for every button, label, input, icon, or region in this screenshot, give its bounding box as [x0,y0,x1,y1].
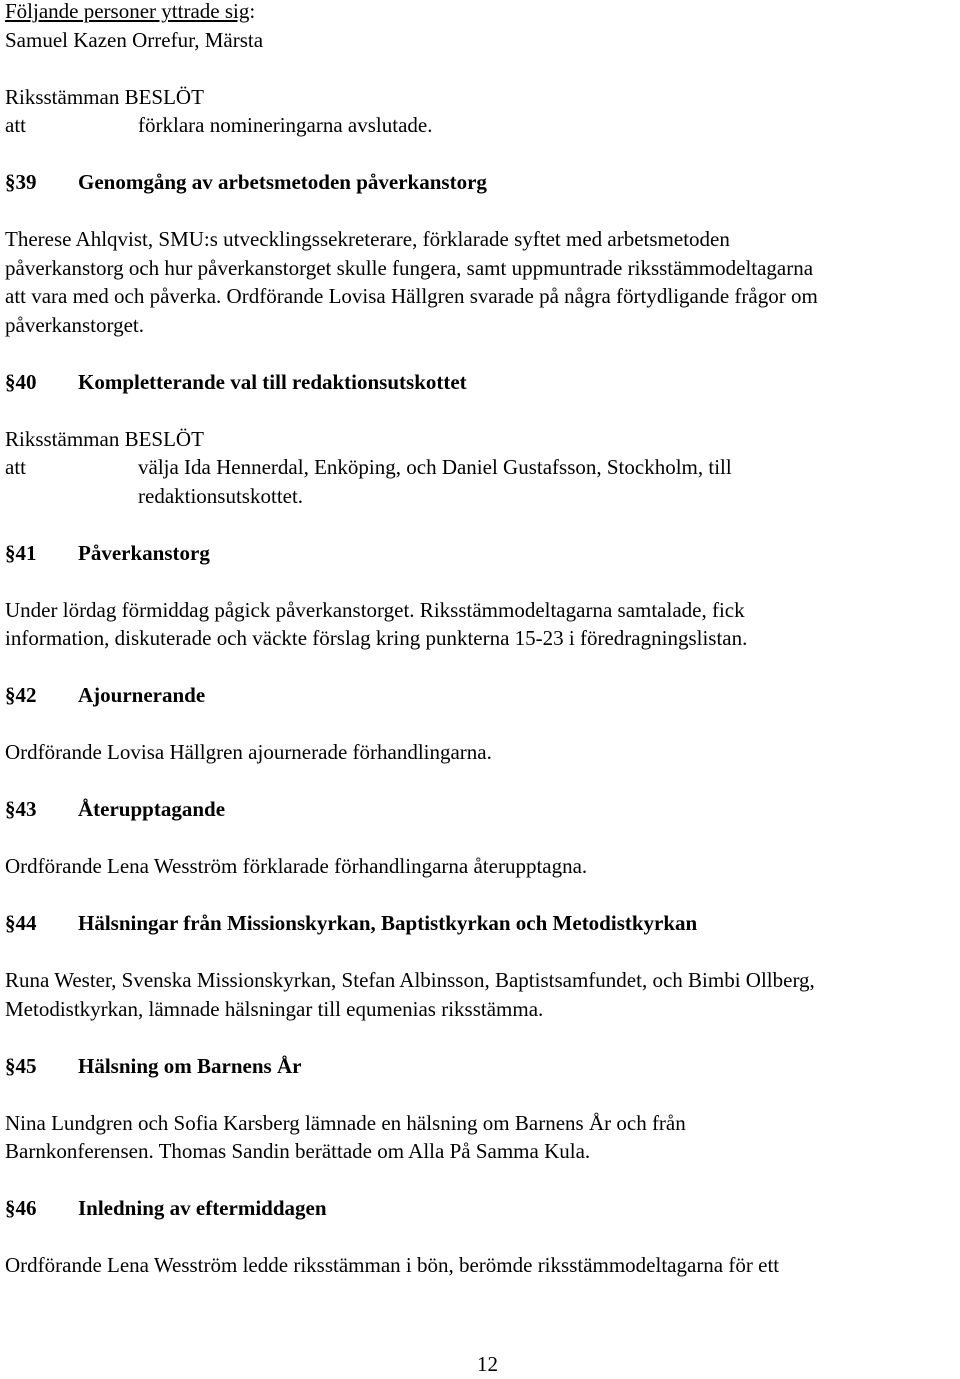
section-heading-43 [5,795,955,824]
paragraph-line: påverkanstorg och hur påverkanstorget skulle fungera, samt uppmuntrade riksstämmodeltagarna [5,255,814,280]
decision-row [5,453,955,510]
paragraph-line: Ordförande Lena Wesström ledde riksstämman i bön, berömde riksstämmodeltagarna för ett [5,1253,780,1277]
section-heading-46 [5,1194,955,1223]
section-heading-44 [5,909,955,938]
att-label: att [5,113,26,137]
section-number: §40 [5,369,37,394]
speakers-label: Följande personer yttrade sig [5,0,250,23]
speakers-colon: : [249,0,256,23]
section-title: Återupptagande [78,797,226,821]
paragraph-line: Therese Ahlqvist, SMU:s utvecklingssekreterare, förklarade syftet med arbetsmetoden [5,227,730,251]
document-page [5,0,955,1280]
paragraph-line: information, diskuterade och väckte förslag kring punkterna 15-23 i föredragningslistan. [5,626,748,650]
page-number: 12 [477,1352,498,1376]
decision-line: välja Ida Hennerdal, Enköping, och Daniel Gustafsson, Stockholm, till [138,455,732,479]
decision-label: Riksstämman BESLÖT [5,84,204,109]
section-title: Inledning av eftermiddagen [78,1196,327,1220]
decision-row [5,111,955,140]
section-heading-42 [5,681,955,710]
paragraph-line: Metodistkyrkan, lämnade hälsningar till equmenias riksstämma. [5,996,544,1021]
decision-label: Riksstämman BESLÖT [5,426,204,451]
section-heading-45 [5,1052,955,1081]
section-heading-39 [5,168,955,197]
section-title: Hälsning om Barnens År [78,1053,302,1078]
section-title: Genomgång av arbetsmetoden påverkanstorg [78,170,487,194]
decision-text [138,453,955,510]
section-number: §42 [5,683,37,707]
decision-text: förklara nomineringarna avslutade. [138,113,433,137]
section-number: §46 [5,1196,37,1220]
paragraph-line: Under lördag förmiddag pågick påverkanstorget. Riksstämmodeltagarna samtalade, fick [5,597,745,622]
paragraph-line: Runa Wester, Svenska Missionskyrkan, Stefan Albinsson, Baptistsamfundet, och Bimbi Ollberg, [5,968,815,992]
decision-line: redaktionsutskottet. [138,483,304,508]
section-number: §39 [5,170,37,194]
section-title: Påverkanstorg [78,540,210,565]
section-title: Kompletterande val till redaktionsutskottet [78,369,467,394]
paragraph-line: Ordförande Lovisa Hällgren ajournerade förhandlingarna. [5,740,492,764]
section-title: Ajournerande [78,683,206,707]
paragraph-line: Ordförande Lena Wesström förklarade förhandlingarna återupptagna. [5,854,588,878]
section-heading-41 [5,539,955,568]
section-number: §44 [5,911,37,935]
paragraph-line: påverkanstorget. [5,312,144,337]
paragraph-line: Nina Lundgren och Sofia Karsberg lämnade en hälsning om Barnens År och från [5,1110,686,1135]
paragraph-line: att vara med och påverka. Ordförande Lovisa Hällgren svarade på några förtydligande frågor om [5,284,818,308]
section-heading-40 [5,368,955,397]
att-label: att [5,455,26,479]
section-number: §41 [5,540,37,565]
section-title: Hälsningar från Missionskyrkan, Baptistkyrkan och Metodistkyrkan [78,911,698,935]
paragraph-line: Barnkonferensen. Thomas Sandin berättade om Alla På Samma Kula. [5,1139,591,1163]
speakers-list: Samuel Kazen Orrefur, Märsta [5,27,264,52]
section-number: §45 [5,1053,37,1078]
section-number: §43 [5,797,37,821]
speakers-heading [5,0,955,26]
